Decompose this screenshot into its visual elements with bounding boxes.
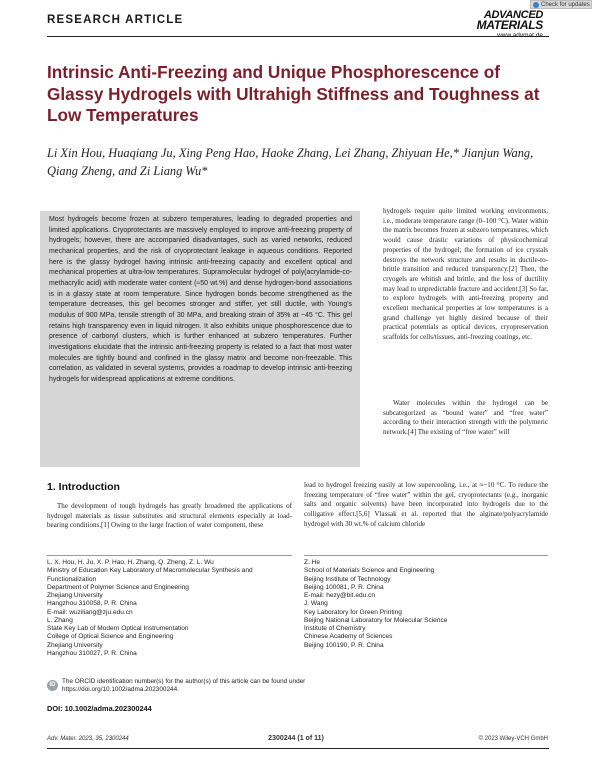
update-icon <box>533 2 539 8</box>
journal-name-line1: ADVANCED <box>483 9 543 21</box>
journal-name-line2: MATERIALS <box>476 18 543 32</box>
header-rule <box>47 36 549 37</box>
footer-copyright: © 2023 Wiley-VCH GmbH <box>478 736 548 742</box>
affiliation-divider-right <box>304 555 548 556</box>
section-heading-introduction: 1. Introduction <box>47 481 120 493</box>
affiliations-left: L. X. Hou, H. Ju, X. P. Hao, H. Zhang, Q. Zheng, Z. L. Wu Ministry of Education Key Laboratory of Macromolecular Synthesis and Functionalization Department of Polymer Science and Engineering Zhejiang University Hangzhou 310058, P. R. China E-mail: wuziliang@zju.edu.cn L. Zhang State Key Lab of Modern Optical Instrumentation College of Optical Science and Engineering Zhejiang University Hangzhou 310027, P. R. China <box>47 559 253 657</box>
right-column-paragraph-3: lead to hydrogel freezing easily at low supercooling, i.e., at ≈−10 °C. To reduce the freezing temperature of “free water” within the gel, cryoprotectants (e.g., inorganic salts and organic solvents) have been incorporated into hydrogels due to the colligative effect.[5,6] Vlassak et al. reported that the alginate/polyacrylamide hydrogel with 30 wt.% of calcium chloride <box>304 481 548 528</box>
check-for-updates-badge[interactable] <box>530 0 592 9</box>
abstract-box: Most hydrogels become frozen at subzero temperatures, leading to degraded properties and limited applications. Cryoprotectants are massively employed to improve anti-freezing property of hydrogels; however, there are accompanied disadvantages, such as varied networks, reduced mechanical properties, and the risk of cryoprotectant leakage in aqueous conditions. Reported here is the glassy hydrogel having intrinsic anti-freezing capacity and excellent optical and mechanical properties at ultra-low temperatures. Supramolecular hydrogel of poly(acrylamide-co-methacrylic acid) with moderate water content (≈50 wt.%) and dense hydrogen-bond associations is in a glassy state at room temperature. Since hydrogen bonds become strengthened as the temperature decreases, this gel becomes stronger and stiffer, yet still ductile, with Young's modulus of 900 MPa, tensile strength of 30 MPa, and breaking strain of 35% at −45 °C. This gel retains high transparency even in liquid nitrogen. It also exhibits unique phosphorescence due to presence of carbonyl clusters, which is further enhanced at subzero temperatures. Further investigations elucidate that the intrinsic anti-freezing property is related to a fact that most water molecules are tightly bound and confined in the glassy matrix and become non-freezable. This correlation, as validated in several systems, provides a roadmap to develop intrinsic anti-freezing hydrogels for widespread applications at extreme conditions. <box>40 211 360 467</box>
right-column-paragraph-1: hydrogels require quite limited working environments, i.e., moderate temperature range (0–100 °C). Water within the matrix becomes frozen at subzero temperatures, which would cause drastic variations of physicochemical properties of the hydrogel; the formation of ice crystals destroys the network structure and results in ductile-to-brittle transition and reduced transparency.[2] Then, the cryogels are whitish and brittle, and the loss of ductility may lead to unpredictable fracture and accident.[3] So far, to explore hydrogels with anti-freezing property and excellent mechanical properties at low temperatures is a grand challenge yet highly desired because of their practical potentials as optical devices, cryopreservation scaffolds for cells/tissues, anti-freezing coatings, etc. <box>383 207 548 342</box>
introduction-text: The development of tough hydrogels has greatly broadened the applications of hydrogel materials as tissue substitutes and structural elements especially at load-bearing conditions.[1] Owing to the large fraction of water component, these <box>47 502 292 530</box>
footer-rule <box>47 748 549 749</box>
orcid-note[interactable]: The ORCID identification number(s) for the author(s) of this article can be found under https://doi.org/10.1002/adma.202300244. <box>62 678 306 694</box>
footer-page-number: 2300244 (1 of 11) <box>268 735 324 742</box>
footer-citation: Adv. Mater. 2023, 35, 2300244 <box>47 736 129 742</box>
orcid-icon: ID <box>47 680 58 691</box>
update-badge-label: Check for updates <box>541 2 590 8</box>
article-title: Intrinsic Anti-Freezing and Unique Phosphorescence of Glassy Hydrogels with Ultrahigh Stiffness and Toughness at Low Temperatures <box>47 62 540 125</box>
right-column-paragraph-2: Water molecules within the hydrogel can be subcategorized as “bound water” and “free water” according to their interaction strength with the polymeric network.[4] The existing of “free water” will <box>383 399 548 437</box>
doi[interactable]: DOI: 10.1002/adma.202300244 <box>47 704 152 713</box>
affiliations-right: Z. He School of Materials Science and Engineering Beijing Institute of Technology Beijing 100081, P. R. China E-mail: hezy@bit.edu.cn J. Wang Key Laboratory for Green Printing Beijing National Laboratory for Molecular Science Institute of Chemistry Chinese Academy of Sciences Beijing 100190, P. R. China <box>304 559 448 649</box>
affiliation-divider-left <box>47 555 292 556</box>
author-list: Li Xin Hou, Huaqiang Ju, Xing Peng Hao, Haoke Zhang, Lei Zhang, Zhiyuan He,* Jianjun Wang, Qiang Zheng, and Zi Liang Wu* <box>47 146 534 178</box>
section-label: RESEARCH ARTICLE <box>47 14 184 26</box>
